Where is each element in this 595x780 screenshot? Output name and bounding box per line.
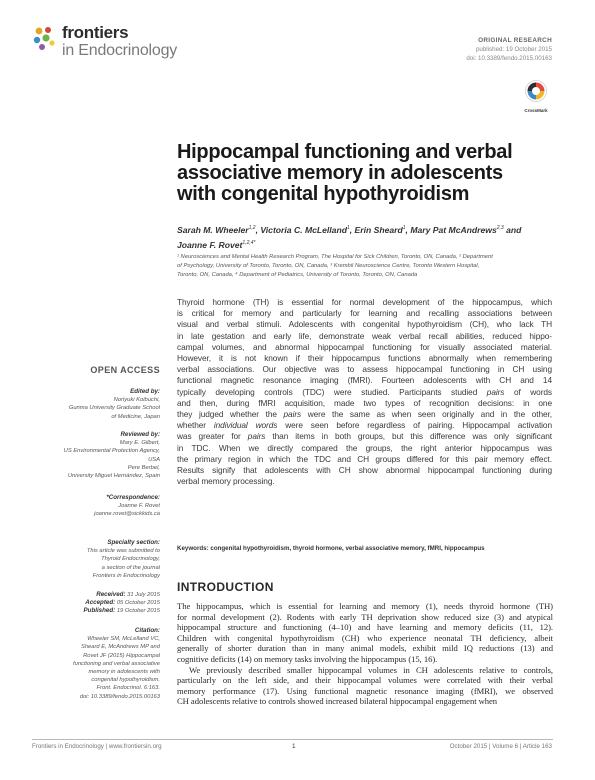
body-paragraph <box>177 601 553 665</box>
text-line: We previously described smaller hippocampal volumes in CH adolescents relative to controls, <box>189 664 553 675</box>
reviewer-line: US Environmental Protection Agency, <box>63 448 160 455</box>
accepted-date: 05 October 2015 <box>116 600 160 607</box>
crossmark-badge[interactable] <box>521 80 551 113</box>
reviewer-line: Pere Berbel, <box>127 464 160 471</box>
reviewer-line: USA <box>148 456 160 463</box>
text-line: the primary region in which the TDC and CH groups differed for this pair memory effect. <box>177 453 552 464</box>
author-affiliation-mark: 1 <box>346 225 350 231</box>
specialty-section-block <box>30 539 160 580</box>
specialty-line: a section of the journal <box>101 564 160 571</box>
footer-divider <box>32 739 553 740</box>
text-line: Children with congenital hypothyroidism (CH) who experience neonatal TH deficiency, albeit <box>177 632 553 643</box>
correspondence-block <box>30 494 160 519</box>
author-affiliation-mark: 1,2,4* <box>242 239 256 246</box>
text-line: functional magnetic resonance imaging (fMRI). Fourteen adolescents with CH and 14 <box>177 375 552 386</box>
author-name[interactable]: , Mary Pat McAndrews <box>405 224 497 235</box>
text-line: in TDC. When we directly compared the groups, the right anterior hippocampus was <box>177 442 552 453</box>
text-line: memory performance (17). Using functional magnetic resonance imaging (fMRI), we observed <box>177 685 553 696</box>
specialty-label: Specialty section: <box>107 539 160 546</box>
affiliations <box>177 253 552 280</box>
citation-block <box>30 627 160 701</box>
editor-line: Noriyuki Koibuchi, <box>113 397 160 404</box>
text-line: particularly on the left side, and their hippocampal volumes were correlated with their verbal <box>177 675 553 686</box>
text-line: and then, during fMRI acquisition, made two types of recognition decisions: in one <box>177 397 552 408</box>
text-line: visual and verbal stimuli. Adolescents with congenital hypothyroidism (CH), who lack TH <box>177 319 552 330</box>
dates-block <box>30 591 160 616</box>
specialty-line: Frontiers in Endocrinology <box>92 572 160 579</box>
keywords <box>177 545 552 552</box>
accepted-label: Accepted: <box>85 599 116 607</box>
reviewed-by-block <box>30 431 160 480</box>
text-line: Results signify that adolescents with CH show abnormal hippocampal functioning during <box>177 465 552 476</box>
edited-by-label: Edited by: <box>130 388 160 395</box>
author-name[interactable]: Sarah M. Wheeler <box>177 224 249 235</box>
affiliation-line: of Psychology, University of Toronto, Toronto, ON, Canada, ³ Krembil Neuroscience Centre, Toronto Western Hospital, <box>177 263 480 269</box>
title-line: with congenital hypothyroidism <box>177 183 470 205</box>
frontiers-dots-icon <box>32 26 58 52</box>
title-line: associative memory in adolescents <box>177 162 503 184</box>
text-line: cognitive deficits (14) on memory tasks involving the hippocampus (15, 16). <box>177 653 438 664</box>
reviewer-line: Mary E. Gilbert, <box>119 440 160 447</box>
editor-line: Gunma University Graduate School <box>68 405 160 412</box>
correspondence-label: *Correspondence: <box>106 494 160 501</box>
text-line: The hippocampus, which is essential for learning and memory (1), needs thyroid hormone (TH) <box>177 601 553 611</box>
citation-line: Rovet JF (2015) Hippocampal <box>83 652 160 659</box>
editor-line: of Medicine, Japan <box>111 413 160 420</box>
section-heading-introduction: INTRODUCTION <box>177 580 274 594</box>
keywords-list: congenital hypothyroidism, thyroid hormone, verbal associative memory, fMRI, hippocampus <box>210 545 485 552</box>
text-line: for normal development (2). Rodents with early TH deprivation show reduced size (3) and atypical <box>177 611 553 622</box>
published-label: Published: <box>83 607 116 615</box>
citation-line[interactable]: doi: 10.3389/fendo.2015.00163 <box>79 693 160 700</box>
body-paragraph <box>177 665 553 707</box>
citation-line: functioning and verbal associative <box>72 660 160 667</box>
text-line: campal volumes, and abnormal hippocampal functioning for visually associated material. <box>177 341 552 352</box>
article-title <box>177 142 557 205</box>
reviewer-line: University Miguel Hernández, Spain <box>67 473 160 480</box>
author-affiliation-mark: 2,3 <box>496 225 504 231</box>
received-date: 31 July 2015 <box>127 592 160 598</box>
published-date: published: 19 October 2015 <box>475 46 552 53</box>
author-name[interactable]: , Erin Sheard <box>349 224 403 235</box>
body-text <box>177 601 553 707</box>
abstract <box>177 297 552 487</box>
text-line: they judged whether the pairs were the same as when seen originally and in the other, <box>177 409 553 420</box>
open-access-label: OPEN ACCESS <box>90 365 160 375</box>
footer-issue-info: October 2015 | Volume 6 | Article 163 <box>449 743 552 750</box>
correspondence-name: Joanne F. Rovet <box>118 503 160 510</box>
text-line: whether individual words were seen before regardless of pairing. Hippocampal activation <box>177 420 552 431</box>
correspondence-email[interactable]: joanne.rovet@sickkids.ca <box>94 511 160 518</box>
article-meta <box>466 36 552 63</box>
specialty-line: This article was submitted to <box>86 548 160 555</box>
author-and: and <box>503 224 522 235</box>
affiliation-line: Toronto, ON, Canada, ⁴ Department of Pediatrics, University of Toronto, Toronto, ON, Canada <box>177 272 418 278</box>
citation-line: Front. Endocrinol. 6:163. <box>96 685 160 692</box>
text-line: CH adolescents relative to controls showed increased bilateral hippocampal engagement when <box>177 696 498 707</box>
citation-label: Citation: <box>134 627 160 634</box>
text-line: verbal memory processing. <box>177 476 275 487</box>
received-label: Received: <box>96 591 126 598</box>
text-line: verbal associations. Our objective was to assess hippocampal functioning in CH using <box>177 364 552 375</box>
article-type: ORIGINAL RESEARCH <box>478 37 552 44</box>
author-list <box>177 222 552 252</box>
text-line: Thyroid hormone (TH) is essential for normal development of the hippocampus, which <box>177 297 552 307</box>
title-line: Hippocampal functioning and verbal <box>177 141 513 163</box>
crossmark-label: CrossMark <box>524 108 548 113</box>
published-date-sidebar: 19 October 2015 <box>116 608 160 615</box>
text-line: typically developing controls (TDC) were studied. Participants studied pairs of words <box>177 386 552 397</box>
specialty-line: Thyroid Endocrinology, <box>101 556 160 563</box>
keywords-label: Keywords: <box>177 545 209 552</box>
author-name[interactable]: , Victoria C. McLelland <box>255 224 347 235</box>
citation-line: memory in adolescents with <box>88 669 160 676</box>
text-line: in late gestation and early life, demonstrate weak verbal recall abilities, reduced hippo- <box>177 330 552 341</box>
crossmark-icon <box>525 80 547 102</box>
text-line: is critical for memory and particularly for learning and recalling associations between <box>177 308 552 319</box>
citation-line: Sheard E, McAndrews MP and <box>80 644 160 651</box>
doi[interactable]: doi: 10.3389/fendo.2015.00163 <box>466 55 552 62</box>
reviewed-by-label: Reviewed by: <box>120 431 160 438</box>
text-line: generally of shorter duration than in many animal models, exhibit mild IQ reductions (13) and <box>177 643 553 654</box>
citation-line: Wheeler SM, McLelland VC, <box>87 636 160 643</box>
text-line: was greater for pairs than items in both groups, but this difference was only significant <box>177 431 552 442</box>
text-line: However, it is not known if their hippocampus functions abnormally when remembering <box>177 353 552 364</box>
footer-journal-link[interactable]: Frontiers in Endocrinology | www.frontiersin.org <box>32 743 162 750</box>
logo-name: frontiers <box>62 23 129 42</box>
logo-journal: in Endocrinology <box>62 42 178 59</box>
text-line: hippocampal structure and functioning (4–10) and have learning and memory deficits (11, 12). <box>177 622 553 633</box>
author-affiliation-mark: 1,2 <box>248 225 256 231</box>
author-name[interactable]: Joanne F. Rovet <box>177 239 243 250</box>
author-affiliation-mark: 1 <box>402 225 406 231</box>
affiliation-line: ¹ Neurosciences and Mental Health Research Program, The Hospital for Sick Children, Toronto, ON, Canada, ² Department <box>177 254 493 260</box>
page-number: 1 <box>292 743 296 750</box>
citation-line: congenital hypothyroidism. <box>91 677 160 684</box>
edited-by-block <box>30 388 160 421</box>
